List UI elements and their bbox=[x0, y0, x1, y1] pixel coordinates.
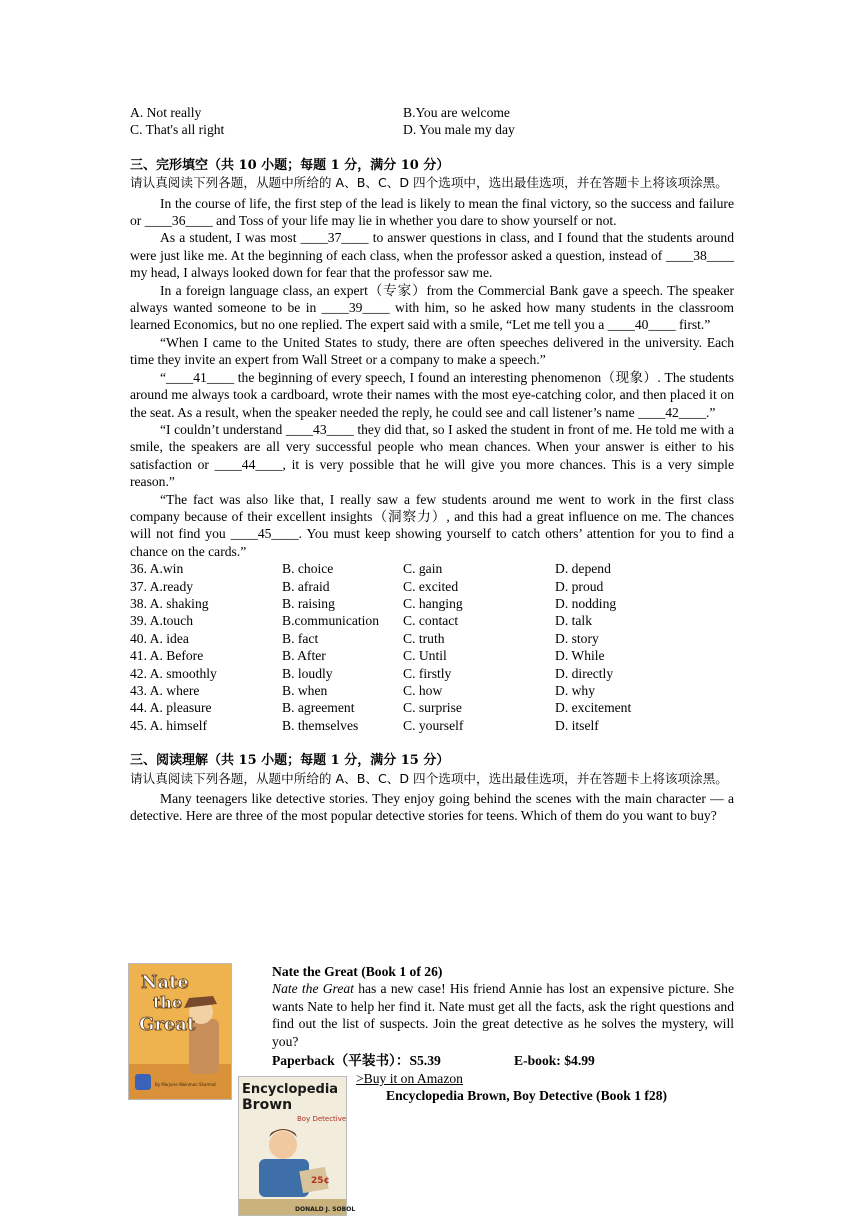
question-row bbox=[130, 699, 734, 716]
previous-question-options bbox=[130, 104, 734, 139]
q40-c: C. truth bbox=[403, 630, 445, 646]
cloze-paragraph-1: In the course of life, the first step of the lead is likely to mean the final victory, so the success and failure or ____36____ and Toss of your life may lie in whether you dare to show yourself or not. bbox=[130, 195, 734, 229]
q36-d: D. depend bbox=[555, 561, 611, 577]
question-row bbox=[130, 612, 734, 629]
q43-b: B. when bbox=[282, 683, 328, 698]
q38-a: 38. A. shaking bbox=[130, 595, 209, 611]
q44-b: B. agreement bbox=[282, 700, 355, 716]
q43-a: 43. A. where bbox=[130, 683, 200, 698]
book1-ebook-price: E-book: $4.99 bbox=[514, 1053, 595, 1068]
q36-a: 36. A.win bbox=[130, 561, 184, 577]
question-row bbox=[130, 630, 734, 647]
question-row bbox=[130, 682, 734, 699]
cloze-instruction: 请认真阅读下列各题，从题中所给的 A、B、C、D 四个选项中，选出最佳选项，并在答题卡上将该项涂黑。 bbox=[130, 175, 728, 191]
question-row bbox=[130, 595, 734, 612]
q42-b: B. loudly bbox=[282, 665, 333, 681]
cover-author: By Marjorie Weinman Sharmat bbox=[155, 1082, 216, 1087]
q43-d: D. why bbox=[555, 683, 596, 698]
q41-c: C. Until bbox=[403, 648, 447, 664]
q42-d: D. directly bbox=[555, 665, 614, 681]
cover-title-line-3: Great bbox=[139, 1014, 196, 1035]
q44-d: D. excitement bbox=[555, 700, 632, 716]
option-c: C. That's all right bbox=[130, 122, 225, 138]
cloze-paragraph-4: “When I came to the United States to study, there are often speeches delivered in the university. Each time they invite an expert from Wall Street or a company to make a speech.” bbox=[130, 334, 734, 368]
q41-a: 41. A. Before bbox=[130, 648, 204, 664]
cover-title-encyclopedia: Encyclopedia bbox=[242, 1082, 339, 1097]
encyclopedia-brown-cover-image bbox=[238, 1076, 356, 1216]
document-page bbox=[130, 104, 734, 825]
cloze-paragraph-2: As a student, I was most ____37____ to answer questions in class, and I found that the students around were just like me. At the beginning of each class, when the professor asked a question, instead of ____38____ my head, I always looked down for fear that the professor saw me. bbox=[130, 230, 734, 281]
book1-details bbox=[272, 963, 734, 1050]
cover-author-sobol: DONALD J. SOBOL bbox=[295, 1206, 356, 1213]
q38-d: D. nodding bbox=[555, 595, 617, 611]
book1-description-text: has a new case! His friend Annie has lost an expensive picture. She wants Nate to help her find it. Nate must get all the facts, ask the right questions and find out the list of suspects. Join the great detective as he solves the mystery, will you? bbox=[272, 981, 734, 1049]
q39-c: C. contact bbox=[403, 613, 459, 629]
question-row bbox=[130, 665, 734, 682]
q41-d: D. While bbox=[555, 648, 605, 664]
book1-description bbox=[272, 980, 734, 1050]
q45-b: B. themselves bbox=[282, 717, 359, 733]
q40-d: D. story bbox=[555, 630, 599, 646]
book2-title: Encyclopedia Brown, Boy Detective (Book 1 f28) bbox=[386, 1088, 668, 1103]
cover-subtitle: Boy Detective bbox=[297, 1115, 347, 1123]
option-a: A. Not really bbox=[130, 105, 202, 120]
q45-c: C. yourself bbox=[403, 717, 464, 733]
q37-c: C. excited bbox=[403, 578, 459, 594]
cloze-paragraph-6: “I couldn’t understand ____43____ they did that, so I asked the student in front of me. He told me with a smile, the speakers are all very successful people who mean chances. When your answer is either to his satisfaction or ____44____, it is very possible that he will give you more chances. This is a very simple reason.” bbox=[130, 421, 734, 490]
cloze-heading: 三、完形填空（共 10 小题；每题 1 分，满分 10 分） bbox=[130, 157, 450, 173]
q37-b: B. afraid bbox=[282, 578, 330, 594]
reading-intro: Many teenagers like detective stories. They enjoy going behind the scenes with the main character — a detective. Here are three of the most popular detective stories for teens. Which of them do you want to buy? bbox=[130, 791, 734, 824]
book1-title: Nate the Great (Book 1 of 26) bbox=[272, 964, 443, 979]
cloze-questions bbox=[130, 560, 734, 734]
cloze-paragraph-7: “The fact was also like that, I really saw a few students around me went to work in the first class company because of their excellent insights（洞察力）, and this had a great influence on me. The chances will not find you ____45____. You must keep showing yourself to catch others’ attention for you to find a chance on the cards.” bbox=[130, 491, 734, 559]
q39-a: 39. A.touch bbox=[130, 613, 194, 629]
q44-a: 44. A. pleasure bbox=[130, 700, 212, 716]
q39-d: D. talk bbox=[555, 613, 592, 629]
q45-d: D. itself bbox=[555, 717, 599, 733]
q44-c: C. surprise bbox=[403, 700, 462, 716]
cover-title-brown: Brown bbox=[242, 1097, 293, 1113]
q42-a: 42. A. smoothly bbox=[130, 665, 217, 681]
option-d: D. You male my day bbox=[403, 122, 515, 138]
q37-a: 37. A.ready bbox=[130, 578, 194, 594]
question-row bbox=[130, 647, 734, 664]
cloze-paragraph-3: In a foreign language class, an expert（专家）from the Commercial Bank gave a speech. The speaker always wanted someone to be in ____39____ with him, so he asked how many students in the classroom learned Economics, but no one replied. The expert said with a smile, “Let me tell you a ____40____ first.” bbox=[130, 282, 734, 333]
q36-b: B. choice bbox=[282, 561, 334, 577]
buy-on-amazon-link[interactable]: >Buy it on Amazon bbox=[356, 1071, 463, 1086]
book1-paperback-price: Paperback（平装书）：S5.39 bbox=[272, 1053, 441, 1068]
book1-prices bbox=[272, 1052, 734, 1069]
q38-b: B. raising bbox=[282, 595, 335, 611]
reading-instruction: 请认真阅读下列各题，从题中所给的 A、B、C、D 四个选项中，选出最佳选项，并在答题卡上将该项涂黑。 bbox=[130, 770, 728, 786]
q45-a: 45. A. himself bbox=[130, 717, 208, 733]
cloze-paragraph-5: “____41____ the beginning of every speech, I found an interesting phenomenon（现象）. The students around me always took a cardboard, wrote their names with the most eye-catching color, and then placed it on the seat. As a result, when the speaker needed the reply, he could see and call listener’s name ____42____.” bbox=[130, 369, 734, 420]
q42-c: C. firstly bbox=[403, 665, 452, 681]
svg-text:25¢: 25¢ bbox=[311, 1176, 330, 1186]
q36-c: C. gain bbox=[403, 561, 443, 577]
q40-a: 40. A. idea bbox=[130, 630, 189, 646]
cover-title-line-2: the bbox=[153, 993, 183, 1012]
question-row bbox=[130, 578, 734, 595]
question-row bbox=[130, 560, 734, 577]
q40-b: B. fact bbox=[282, 630, 319, 646]
cover-title-line-1: Nate bbox=[141, 972, 189, 993]
nate-the-great-cover-image bbox=[128, 963, 232, 1100]
reading-heading: 三、阅读理解（共 15 小题；每题 1 分，满分 15 分） bbox=[130, 753, 450, 769]
book1-description-italic: Nate the Great bbox=[272, 981, 354, 997]
q41-b: B. After bbox=[282, 648, 326, 664]
option-b: B.You are welcome bbox=[403, 105, 510, 120]
q43-c: C. how bbox=[403, 683, 443, 698]
q38-c: C. hanging bbox=[403, 595, 463, 611]
question-row bbox=[130, 717, 734, 734]
q39-b: B.communication bbox=[282, 613, 380, 629]
q37-d: D. proud bbox=[555, 578, 604, 594]
